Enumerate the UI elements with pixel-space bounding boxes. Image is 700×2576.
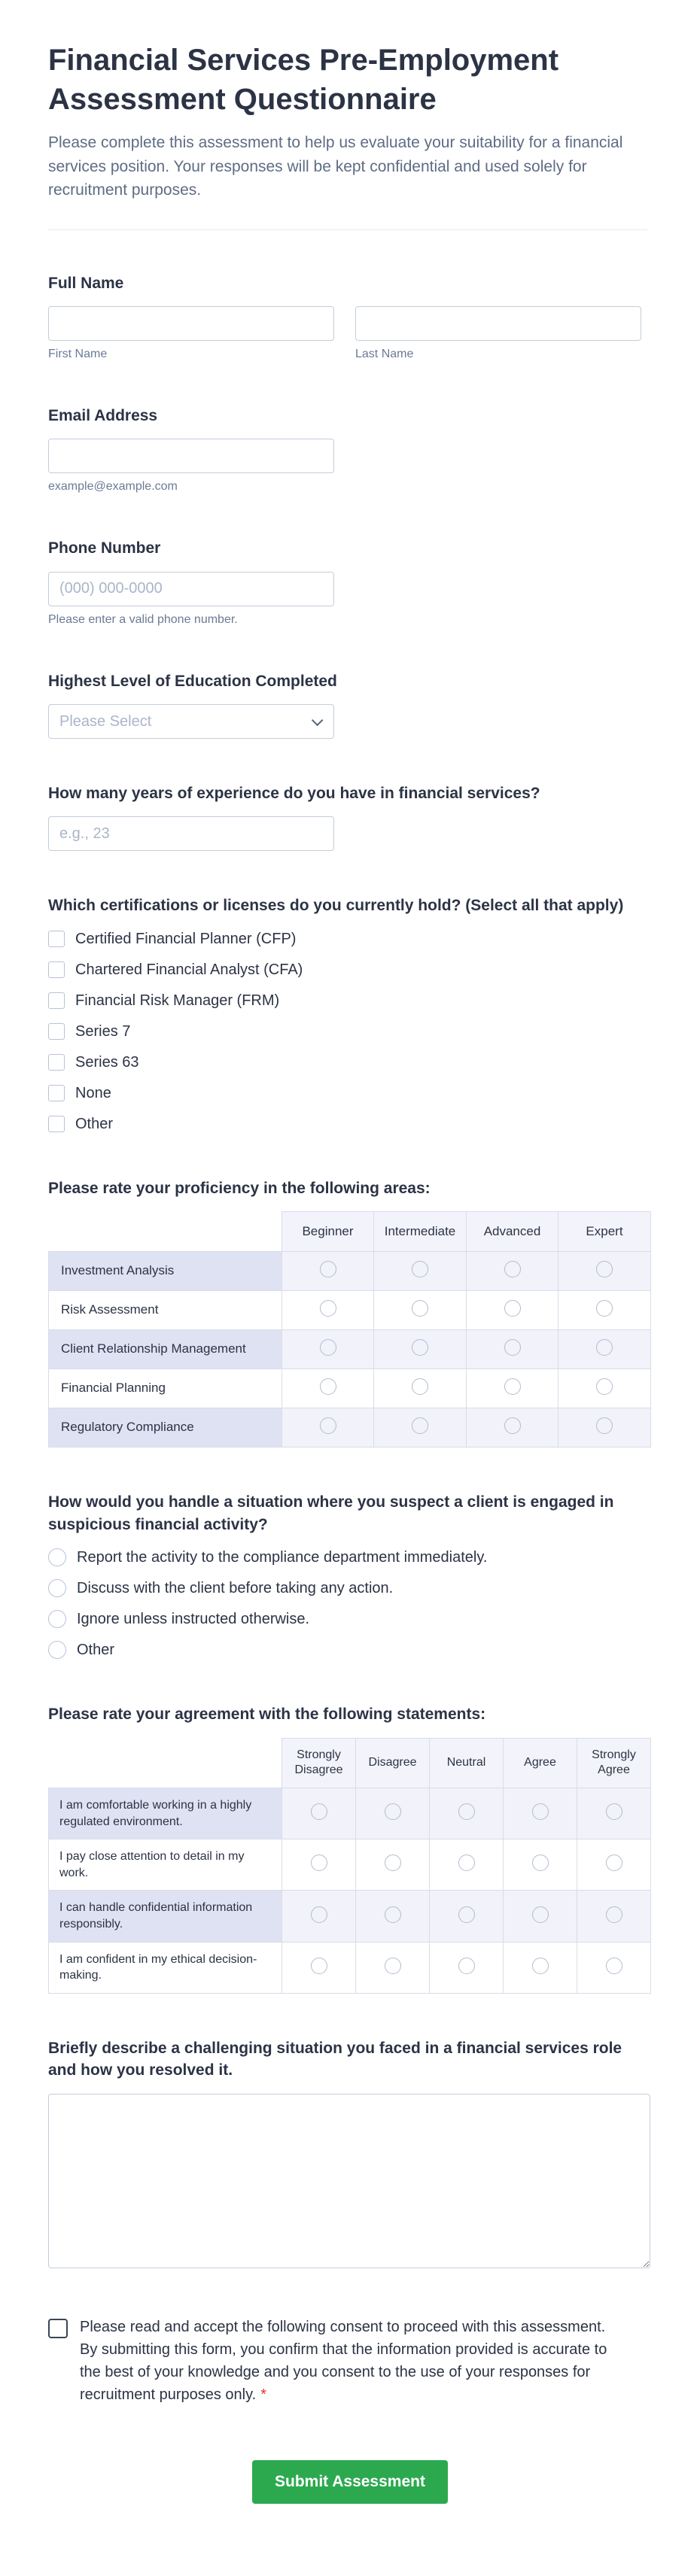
matrix-cell — [430, 1942, 504, 1993]
question-experience — [48, 782, 652, 851]
consent-text — [80, 2316, 614, 2406]
proficiency-matrix-label: Please rate your proficiency in the following areas: — [48, 1179, 431, 1197]
matrix-col-header: Agree — [504, 1738, 577, 1788]
option-label: Other — [75, 1115, 114, 1132]
matrix-row-attention-detail — [49, 1839, 651, 1891]
matrix-row-investment-analysis — [49, 1252, 651, 1291]
matrix-cell — [282, 1788, 356, 1839]
matrix-row-financial-planning — [49, 1369, 651, 1408]
matrix-cell — [577, 1839, 651, 1891]
full-name-label: Full Name — [48, 274, 124, 292]
matrix-col-header: Beginner — [282, 1212, 374, 1252]
matrix-row-label: I am confident in my ethical decision-making. — [49, 1942, 282, 1993]
education-label: Highest Level of Education Completed — [48, 672, 337, 690]
radio-icon[interactable] — [606, 1958, 622, 1974]
radio-icon[interactable] — [504, 1261, 521, 1277]
radio-icon[interactable] — [596, 1261, 613, 1277]
matrix-row-label: I am comfortable working in a highly regulated environment. — [49, 1788, 282, 1839]
matrix-row-ethical-decision — [49, 1942, 651, 1993]
matrix-cell — [430, 1839, 504, 1891]
checkbox-icon[interactable] — [48, 1116, 65, 1132]
matrix-cell — [356, 1891, 430, 1942]
option-label: Discuss with the client before taking any action. — [77, 1580, 394, 1597]
matrix-cell — [558, 1330, 651, 1369]
matrix-col-header: Intermediate — [374, 1212, 467, 1252]
radio-icon[interactable] — [606, 1803, 622, 1820]
radio-icon[interactable] — [532, 1958, 549, 1974]
question-full-name — [48, 272, 652, 361]
radio-icon[interactable] — [412, 1339, 428, 1356]
option-label: Chartered Financial Analyst (CFA) — [75, 961, 303, 978]
question-phone — [48, 537, 652, 626]
matrix-cell — [282, 1891, 356, 1942]
certification-option-series7[interactable] — [48, 1022, 652, 1041]
matrix-cell — [558, 1252, 651, 1291]
form-title: Financial Services Pre-Employment Assessment Questionnaire — [48, 44, 559, 116]
matrix-cell — [504, 1839, 577, 1891]
matrix-row-label: Investment Analysis — [49, 1252, 282, 1291]
matrix-corner-cell — [49, 1738, 282, 1788]
radio-icon[interactable] — [320, 1378, 336, 1395]
option-label: Certified Financial Planner (CFP) — [75, 930, 297, 947]
matrix-cell — [356, 1942, 430, 1993]
radio-icon[interactable] — [532, 1906, 549, 1923]
matrix-cell — [577, 1942, 651, 1993]
radio-icon[interactable] — [320, 1417, 336, 1434]
matrix-cell — [577, 1788, 651, 1839]
scenario-option-other[interactable] — [48, 1640, 652, 1660]
form-header — [0, 0, 700, 230]
checkbox-icon[interactable] — [48, 1054, 65, 1071]
certification-option-series63[interactable] — [48, 1053, 652, 1072]
checkbox-icon[interactable] — [48, 961, 65, 978]
option-label: Report the activity to the compliance department immediately. — [77, 1549, 488, 1566]
radio-icon[interactable] — [311, 1803, 327, 1820]
radio-icon[interactable] — [385, 1958, 401, 1974]
radio-icon[interactable] — [458, 1906, 475, 1923]
submit-button[interactable]: Submit Assessment — [252, 2460, 448, 2504]
certification-option-frm[interactable] — [48, 991, 652, 1010]
matrix-cell — [374, 1330, 467, 1369]
matrix-row-risk-assessment — [49, 1291, 651, 1330]
radio-icon[interactable] — [320, 1261, 336, 1277]
radio-icon[interactable] — [606, 1855, 622, 1871]
question-email — [48, 405, 652, 494]
option-label: Other — [77, 1642, 115, 1659]
matrix-row-label: I can handle confidential information responsibly. — [49, 1891, 282, 1942]
scenario-option-ignore[interactable] — [48, 1609, 652, 1629]
matrix-cell — [282, 1291, 374, 1330]
option-label: Financial Risk Manager (FRM) — [75, 992, 280, 1009]
radio-icon[interactable] — [532, 1855, 549, 1871]
radio-icon[interactable] — [412, 1417, 428, 1434]
matrix-cell — [467, 1291, 558, 1330]
radio-icon[interactable] — [385, 1803, 401, 1820]
matrix-col-header: Disagree — [356, 1738, 430, 1788]
matrix-col-header: Strongly Disagree — [282, 1738, 356, 1788]
matrix-cell — [374, 1408, 467, 1447]
matrix-cell — [504, 1942, 577, 1993]
question-education — [48, 670, 652, 739]
matrix-cell — [467, 1252, 558, 1291]
matrix-row-client-relationship — [49, 1330, 651, 1369]
certification-option-cfp[interactable] — [48, 929, 652, 949]
radio-icon[interactable] — [504, 1339, 521, 1356]
radio-icon[interactable] — [504, 1417, 521, 1434]
matrix-cell — [558, 1408, 651, 1447]
radio-icon[interactable] — [311, 1855, 327, 1871]
matrix-cell — [282, 1252, 374, 1291]
matrix-col-header: Neutral — [430, 1738, 504, 1788]
option-label: Series 7 — [75, 1022, 131, 1040]
phone-input[interactable] — [48, 572, 334, 606]
radio-icon[interactable] — [48, 1610, 66, 1628]
radio-icon[interactable] — [458, 1958, 475, 1974]
matrix-row-regulated-environment — [49, 1788, 651, 1839]
proficiency-matrix-table — [48, 1211, 651, 1447]
education-select[interactable] — [48, 704, 334, 739]
experience-label: How many years of experience do you have in financial services? — [48, 785, 540, 803]
matrix-cell — [430, 1788, 504, 1839]
radio-icon[interactable] — [504, 1300, 521, 1317]
matrix-cell — [282, 1330, 374, 1369]
consent-checkbox[interactable] — [48, 2319, 68, 2338]
form-subtitle: Please complete this assessment to help us evaluate your suitability for a financial services position. Your responses will be kept confidential and used solely for recruitment purposes. — [48, 134, 623, 199]
form-body — [0, 230, 700, 2504]
agreement-matrix-table — [48, 1738, 651, 1994]
radio-icon[interactable] — [412, 1378, 428, 1395]
matrix-cell — [467, 1369, 558, 1408]
radio-icon[interactable] — [412, 1300, 428, 1317]
matrix-row-label: Financial Planning — [49, 1369, 282, 1408]
option-label: Series 63 — [75, 1053, 139, 1071]
checkbox-icon[interactable] — [48, 931, 65, 947]
question-scenario — [48, 1491, 652, 1660]
matrix-cell — [558, 1369, 651, 1408]
matrix-row-label: I pay close attention to detail in my work. — [49, 1839, 282, 1891]
last-name-sublabel: Last Name — [355, 347, 414, 360]
last-name-col — [355, 306, 641, 361]
scenario-option-report[interactable] — [48, 1548, 652, 1567]
radio-icon[interactable] — [412, 1261, 428, 1277]
matrix-cell — [282, 1942, 356, 1993]
chevron-down-icon — [312, 714, 324, 726]
matrix-col-header: Strongly Agree — [577, 1738, 651, 1788]
matrix-cell — [356, 1788, 430, 1839]
first-name-col — [48, 306, 334, 361]
matrix-cell — [374, 1252, 467, 1291]
checkbox-icon[interactable] — [48, 992, 65, 1009]
matrix-col-header: Expert — [558, 1212, 651, 1252]
matrix-cell — [504, 1788, 577, 1839]
matrix-cell — [282, 1839, 356, 1891]
matrix-row-label: Risk Assessment — [49, 1291, 282, 1330]
matrix-cell — [430, 1891, 504, 1942]
radio-icon[interactable] — [320, 1300, 336, 1317]
matrix-cell — [374, 1291, 467, 1330]
radio-icon[interactable] — [48, 1579, 66, 1597]
matrix-row-label: Client Relationship Management — [49, 1330, 282, 1369]
email-field[interactable] — [48, 439, 334, 473]
radio-icon[interactable] — [48, 1641, 66, 1659]
phone-sublabel: Please enter a valid phone number. — [48, 612, 238, 626]
question-proficiency-matrix — [48, 1177, 652, 1447]
radio-icon[interactable] — [320, 1339, 336, 1356]
question-consent — [48, 2316, 652, 2406]
matrix-cell — [504, 1891, 577, 1942]
radio-icon[interactable] — [504, 1378, 521, 1395]
radio-icon[interactable] — [596, 1378, 613, 1395]
agreement-matrix-label: Please rate your agreement with the following statements: — [48, 1706, 486, 1724]
radio-icon[interactable] — [532, 1803, 549, 1820]
education-select-value: Please Select — [59, 712, 152, 730]
matrix-row-label: Regulatory Compliance — [49, 1408, 282, 1447]
matrix-cell — [577, 1891, 651, 1942]
required-asterisk: * — [260, 2386, 266, 2403]
phone-label: Phone Number — [48, 539, 161, 557]
checkbox-icon[interactable] — [48, 1085, 65, 1101]
option-label: None — [75, 1084, 111, 1101]
email-sublabel: example@example.com — [48, 480, 178, 494]
radio-icon[interactable] — [596, 1300, 613, 1317]
radio-icon[interactable] — [311, 1906, 327, 1923]
matrix-cell — [374, 1369, 467, 1408]
question-agreement-matrix — [48, 1703, 652, 1994]
radio-icon[interactable] — [385, 1855, 401, 1871]
radio-icon[interactable] — [311, 1958, 327, 1974]
matrix-corner-cell — [49, 1212, 282, 1252]
radio-icon[interactable] — [458, 1855, 475, 1871]
matrix-row-confidential-information — [49, 1891, 651, 1942]
challenge-label: Briefly describe a challenging situation you faced in a financial services role and how you resolved it. — [48, 2039, 622, 2079]
option-label: Ignore unless instructed otherwise. — [77, 1611, 310, 1628]
question-certifications — [48, 895, 652, 1133]
scenario-option-discuss[interactable] — [48, 1578, 652, 1598]
consent-statement: Please read and accept the following consent to proceed with this assessment. By submitting this form, you confirm that the information provided is accurate to the best of your knowledge and you consent to the use of your responses for recruitment purposes only. — [80, 2318, 607, 2403]
radio-icon[interactable] — [596, 1339, 613, 1356]
matrix-cell — [467, 1408, 558, 1447]
radio-icon[interactable] — [606, 1906, 622, 1923]
experience-input[interactable] — [48, 816, 334, 851]
checkbox-icon[interactable] — [48, 1023, 65, 1040]
first-name-input[interactable] — [48, 306, 334, 341]
certification-option-other[interactable] — [48, 1114, 652, 1134]
radio-icon[interactable] — [596, 1417, 613, 1434]
certification-option-cfa[interactable] — [48, 960, 652, 980]
certification-option-none[interactable] — [48, 1083, 652, 1103]
challenge-textarea[interactable] — [48, 2094, 650, 2268]
matrix-cell — [356, 1839, 430, 1891]
matrix-row-regulatory-compliance — [49, 1408, 651, 1447]
full-name-inputs — [48, 306, 652, 361]
radio-icon[interactable] — [458, 1803, 475, 1820]
matrix-cell — [282, 1408, 374, 1447]
matrix-col-header: Advanced — [467, 1212, 558, 1252]
question-challenge — [48, 2037, 652, 2272]
radio-icon[interactable] — [385, 1906, 401, 1923]
radio-icon[interactable] — [48, 1548, 66, 1566]
matrix-cell — [558, 1291, 651, 1330]
email-label: Email Address — [48, 406, 158, 424]
matrix-cell — [282, 1369, 374, 1408]
certifications-label: Which certifications or licenses do you currently hold? (Select all that apply) — [48, 897, 624, 915]
first-name-sublabel: First Name — [48, 347, 108, 360]
submit-area — [48, 2460, 652, 2504]
scenario-label: How would you handle a situation where you suspect a client is engaged in suspicious financial activity? — [48, 1493, 614, 1533]
last-name-input[interactable] — [355, 306, 641, 341]
matrix-cell — [467, 1330, 558, 1369]
